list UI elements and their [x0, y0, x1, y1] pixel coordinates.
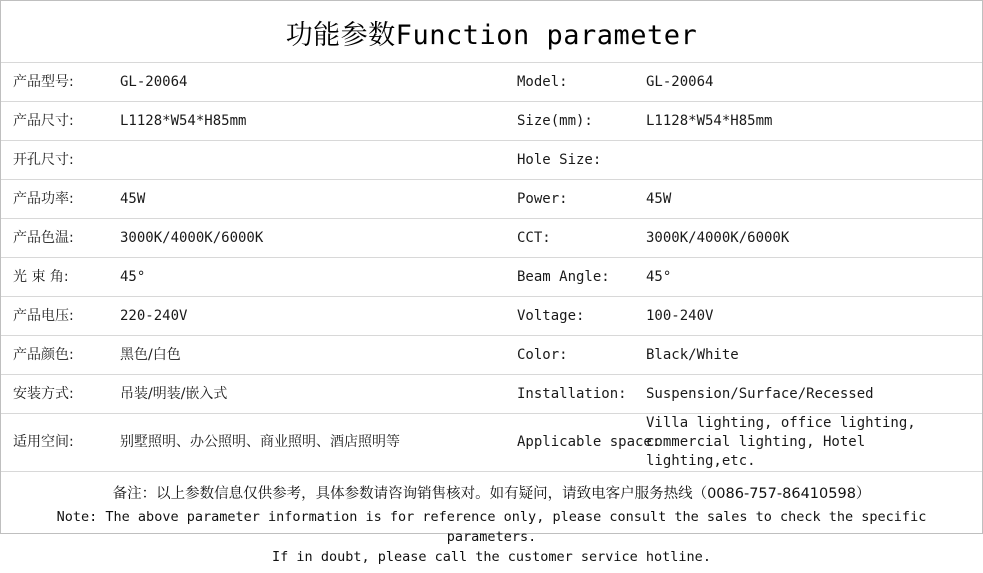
table-row — [1, 336, 982, 375]
row-label-en: Beam Angle: — [505, 258, 640, 297]
row-value-cn: 45° — [108, 258, 505, 297]
row-label-en: Voltage: — [505, 297, 640, 336]
row-label-cn: 适用空间: — [1, 414, 108, 472]
row-label-en: Hole Size: — [505, 141, 640, 180]
row-value-en: 100-240V — [640, 297, 982, 336]
row-label-cn: 开孔尺寸: — [1, 141, 108, 180]
note-chinese: 备注：以上参数信息仅供参考，具体参数请咨询销售核对。如有疑问，请致电客户服务热线（0086-757-86410598） — [112, 485, 871, 502]
row-value-cn: 220-240V — [108, 297, 505, 336]
row-label-en: Applicable space: — [505, 414, 640, 472]
note-english-line2: If in doubt, please call the customer service hotline. — [272, 549, 711, 566]
table-row — [1, 141, 982, 180]
note-english — [1, 505, 982, 573]
row-label-cn: 产品型号: — [1, 63, 108, 102]
row-value-en: Villa lighting, office lighting, commercial lighting, Hotel lighting,etc. — [640, 414, 982, 472]
row-value-en: Suspension/Surface/Recessed — [640, 375, 982, 414]
row-label-cn: 产品电压: — [1, 297, 108, 336]
table-row — [1, 63, 982, 102]
row-value-en — [640, 141, 982, 180]
row-value-en: L1128*W54*H85mm — [640, 102, 982, 141]
row-label-cn: 产品尺寸: — [1, 102, 108, 141]
spec-table — [1, 62, 982, 472]
row-label-en: Color: — [505, 336, 640, 375]
row-label-en: Power: — [505, 180, 640, 219]
table-row — [1, 102, 982, 141]
table-row — [1, 414, 982, 472]
table-row — [1, 297, 982, 336]
row-value-en: 45W — [640, 180, 982, 219]
row-label-en: Model: — [505, 63, 640, 102]
row-value-cn: L1128*W54*H85mm — [108, 102, 505, 141]
row-value-en: 45° — [640, 258, 982, 297]
row-label-cn: 产品颜色: — [1, 336, 108, 375]
table-row — [1, 219, 982, 258]
row-value-cn: 吊装/明装/嵌入式 — [108, 375, 505, 414]
row-value-en: Black/White — [640, 336, 982, 375]
row-value-cn: GL-20064 — [108, 63, 505, 102]
row-label-en: Size(mm): — [505, 102, 640, 141]
note-english-line1: Note: The above parameter information is for reference only, please consult the sales to check the specific parameters. — [56, 508, 927, 545]
row-label-cn: 光 束 角: — [1, 258, 108, 297]
row-value-cn: 3000K/4000K/6000K — [108, 219, 505, 258]
row-value-cn: 45W — [108, 180, 505, 219]
page-title: 功能参数Function parameter — [285, 20, 698, 51]
row-label-en: Installation: — [505, 375, 640, 414]
table-row — [1, 258, 982, 297]
row-value-en: GL-20064 — [640, 63, 982, 102]
table-row — [1, 180, 982, 219]
table-row — [1, 375, 982, 414]
row-value-cn — [108, 141, 505, 180]
row-label-cn: 安装方式: — [1, 375, 108, 414]
row-value-en: 3000K/4000K/6000K — [640, 219, 982, 258]
row-label-cn: 产品色温: — [1, 219, 108, 258]
spec-table-body — [1, 63, 982, 472]
row-value-cn: 黑色/白色 — [108, 336, 505, 375]
row-label-en: CCT: — [505, 219, 640, 258]
row-value-cn: 别墅照明、办公照明、商业照明、酒店照明等 — [108, 414, 505, 472]
row-label-cn: 产品功率: — [1, 180, 108, 219]
